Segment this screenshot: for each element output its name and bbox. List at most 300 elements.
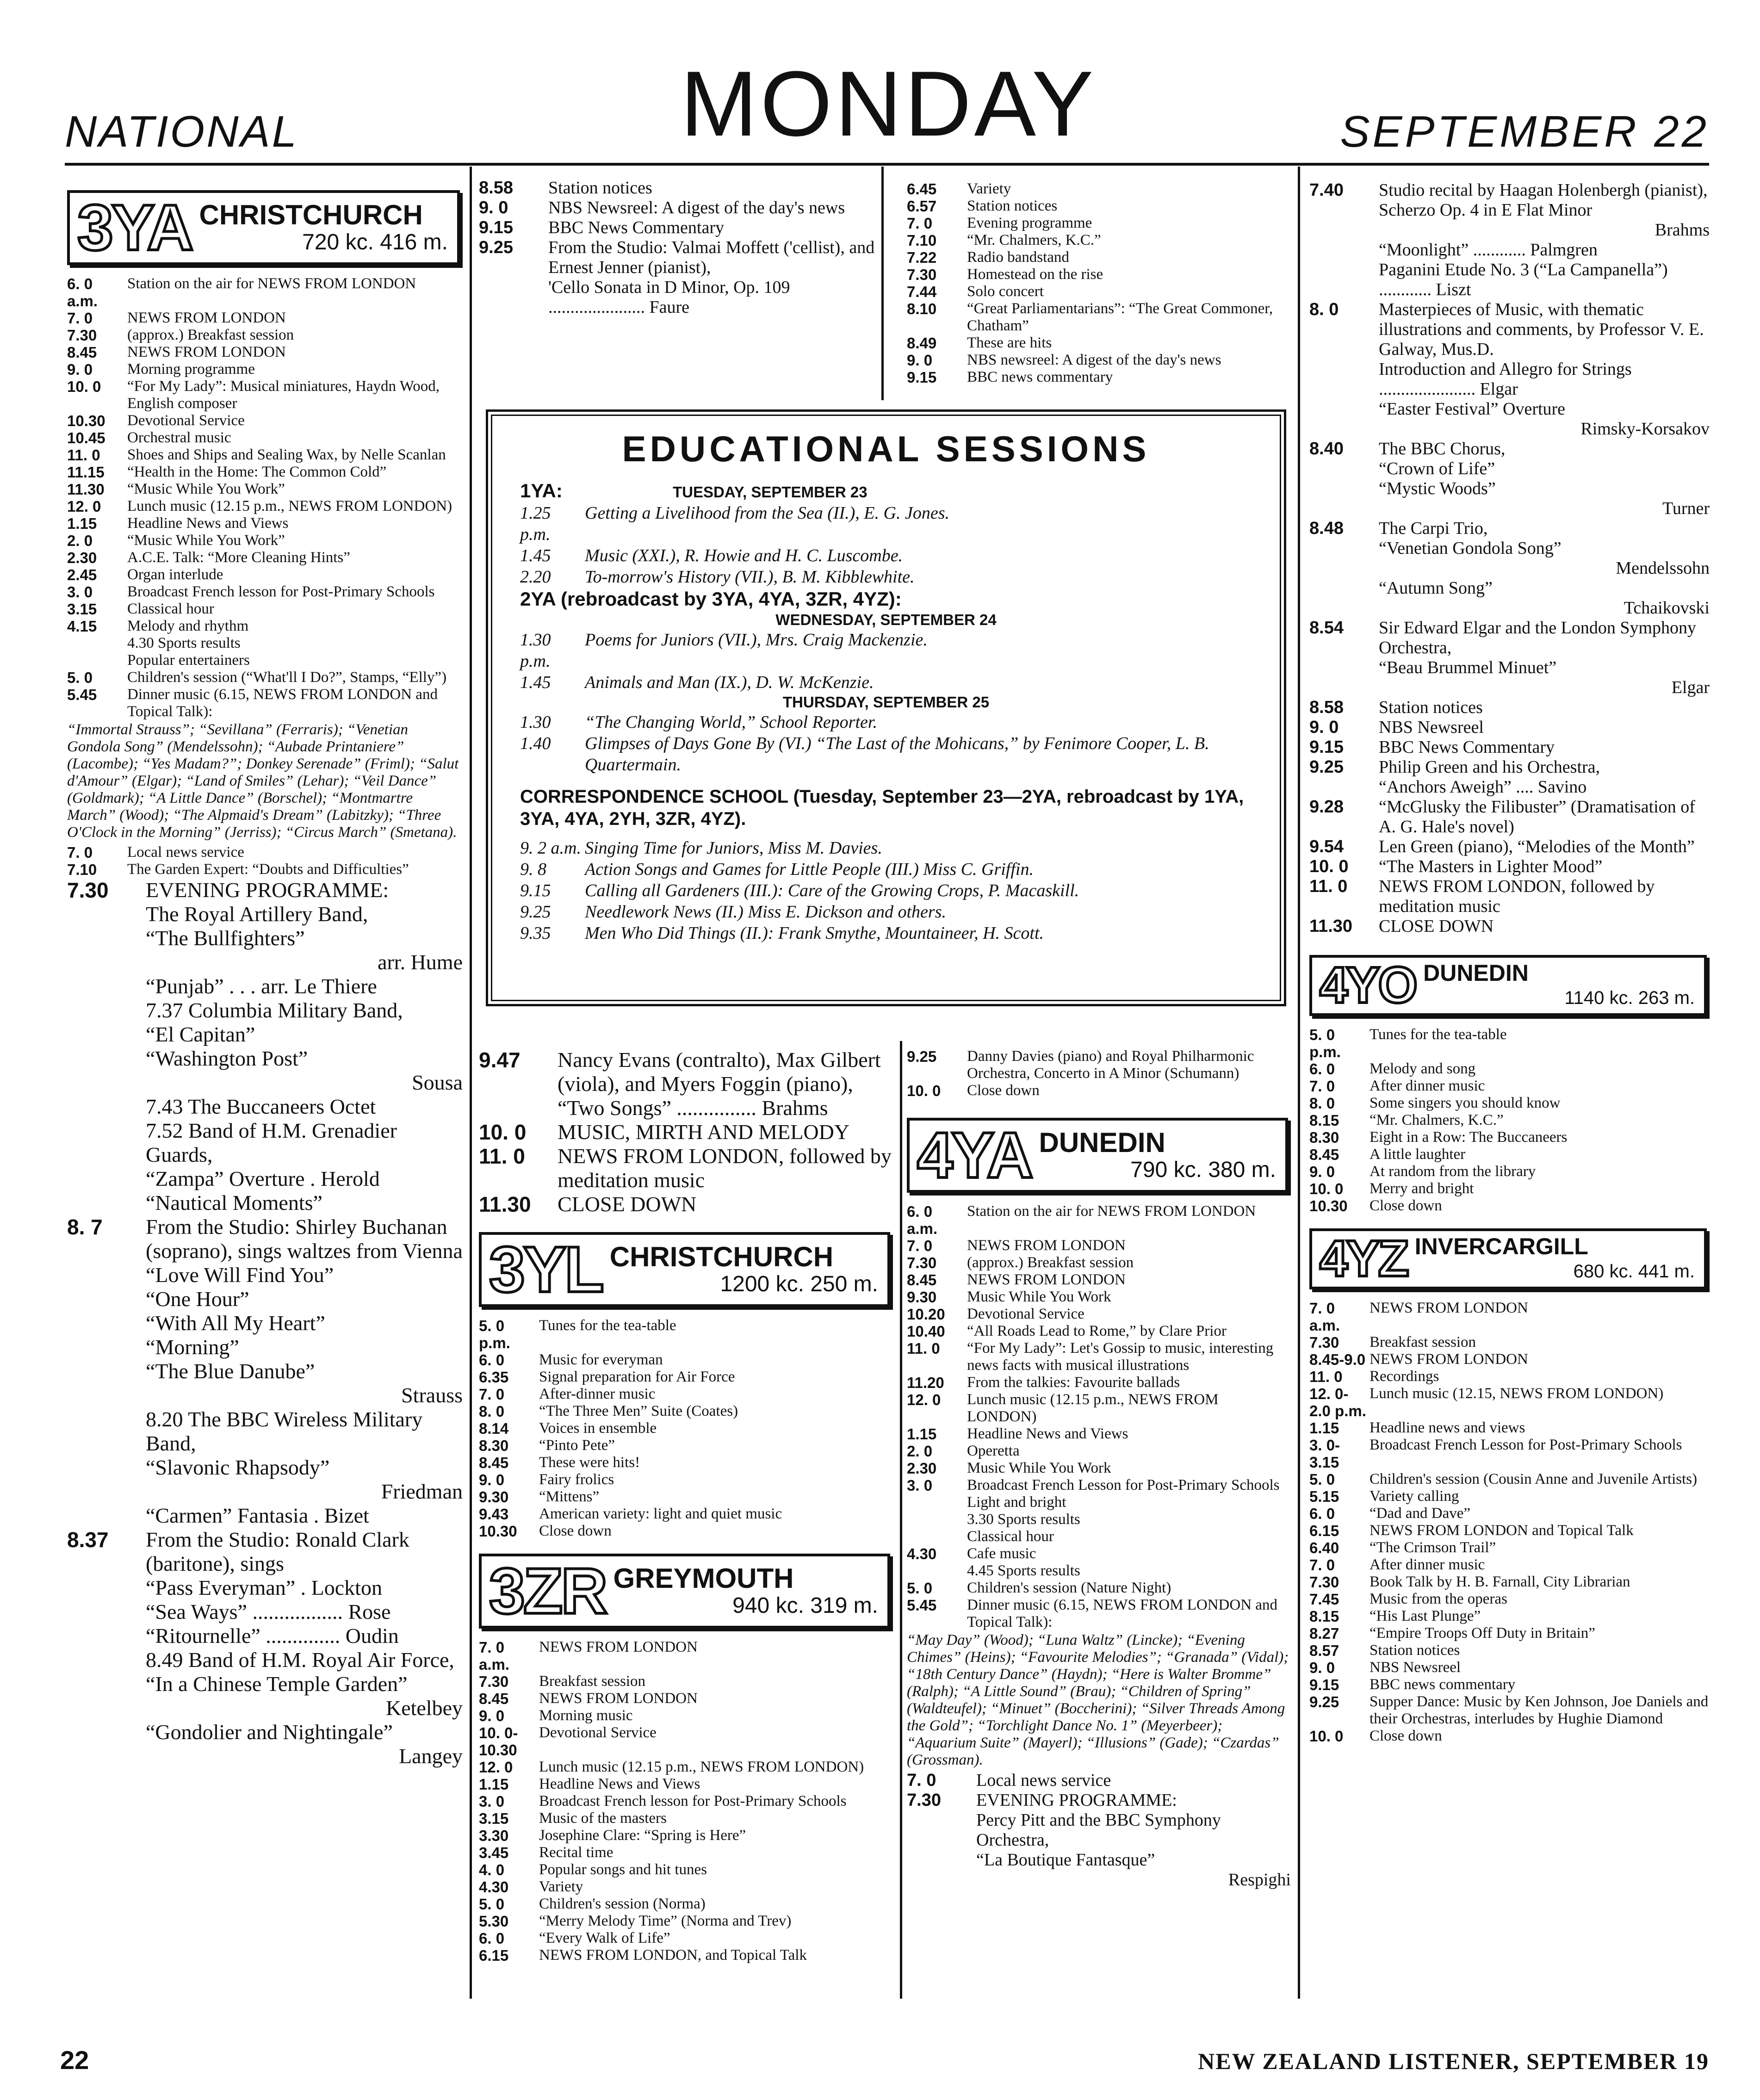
schedule-time: 8.30: [479, 1437, 509, 1454]
schedule-entry: [479, 1759, 893, 1776]
schedule-time: 5.45: [67, 686, 97, 703]
schedule-entry: [67, 1095, 463, 1119]
schedule-entry: [1309, 359, 1710, 399]
schedule-entry: [479, 1454, 893, 1471]
schedule-entry: [67, 1504, 463, 1528]
composer-credit: Turner: [1662, 499, 1710, 518]
schedule-time: 7. 0 a.m.: [479, 1639, 510, 1673]
edu-day: TUESDAY, SEPTEMBER 23: [673, 483, 868, 501]
schedule-time: 3. 0: [907, 1477, 933, 1494]
schedule-program: “El Capitan”: [146, 1022, 255, 1046]
schedule-time: 3. 0: [479, 1793, 505, 1810]
schedule-entry: [479, 1120, 893, 1144]
schedule-time: 11.30: [1309, 917, 1352, 936]
schedule-time: 7. 0: [907, 1771, 936, 1790]
schedule-program: Station notices: [548, 178, 652, 198]
schedule-entry: [67, 1287, 463, 1311]
schedule-time: 10.30: [1309, 1197, 1348, 1214]
schedule-entry: [67, 635, 463, 652]
schedule-program: Music of the masters: [539, 1810, 667, 1827]
schedule-program: “Pass Everyman” . Lockton: [146, 1576, 382, 1599]
schedule-list: [1309, 180, 1710, 936]
station-box-3zr: [479, 1554, 890, 1629]
schedule-entry: [907, 1494, 1291, 1511]
schedule-entry: [907, 1443, 1291, 1460]
schedule-program: Dinner music (6.15, NEWS FROM LONDON and Topical Talk):: [967, 1597, 1277, 1630]
schedule-program: After-dinner music: [539, 1386, 656, 1402]
schedule-program: Sir Edward Elgar and the London Symphony Orchestra,: [1379, 618, 1697, 657]
schedule-program: Recital time: [539, 1844, 614, 1861]
schedule-program: Some singers you should know: [1370, 1095, 1561, 1111]
schedule-time: 8.45: [67, 344, 97, 361]
schedule-program: “Morning”: [146, 1335, 239, 1359]
schedule-program: “Crown of Life”: [1379, 459, 1495, 478]
column-rule-1: [470, 167, 472, 1999]
schedule-program: 'Cello Sonata in D Minor, Op. 109 ...................... Faure: [548, 278, 790, 317]
schedule-time: 6.35: [479, 1369, 509, 1386]
schedule-entry: [67, 310, 463, 327]
schedule-entry: [479, 1488, 893, 1505]
schedule-entry: [67, 1407, 463, 1456]
schedule-entry: [907, 1082, 1291, 1099]
edu-entry: [520, 733, 1252, 775]
schedule-program: “Carmen” Fantasia . Bizet: [146, 1504, 369, 1527]
schedule-program: The Garden Expert: “Doubts and Difficulties”: [127, 861, 409, 878]
schedule-program: NBS newsreel: A digest of the day's news: [967, 352, 1221, 368]
schedule-entry: [479, 1639, 893, 1673]
schedule-time: 7. 0: [1309, 1078, 1335, 1095]
schedule-time: 1.15: [1309, 1419, 1339, 1437]
schedule-entry: [1309, 1608, 1710, 1625]
edu-topic: Glimpses of Days Gone By (VI.) “The Last of the Mohicans,” by Fenimore Cooper, L. B. Quartermain.: [585, 734, 1209, 774]
schedule-time: 9.25: [479, 238, 513, 257]
schedule-program: Light and bright: [967, 1494, 1066, 1511]
schedule-program: Cafe music: [967, 1545, 1036, 1562]
schedule-time: 9. 0: [479, 1471, 505, 1488]
schedule-program: “With All My Heart”: [146, 1311, 325, 1335]
schedule-program: CLOSE DOWN: [1379, 917, 1494, 936]
schedule-time: 7. 0: [67, 844, 93, 861]
schedule-entry: [67, 1720, 463, 1744]
page-number: 22: [60, 2045, 89, 2075]
schedule-entry: [907, 249, 1291, 266]
schedule-entry: [67, 1456, 463, 1480]
schedule-program: Popular entertainers: [127, 652, 250, 669]
schedule-entry: [1309, 399, 1710, 419]
schedule-program: NEWS FROM LONDON, followed by meditation music: [558, 1144, 892, 1192]
schedule-entry: [1309, 1488, 1710, 1505]
composer-credit: Rimsky-Korsakov: [1580, 419, 1710, 439]
station-box-3yl: [479, 1232, 890, 1307]
schedule-program: “Punjab” . . . arr. Le Thiere: [146, 974, 377, 998]
schedule-time: 7.30: [479, 1673, 509, 1690]
schedule-program: Close down: [1370, 1197, 1442, 1214]
schedule-entry: [907, 266, 1291, 283]
schedule-entry: [907, 1460, 1291, 1477]
schedule-entry: [67, 998, 463, 1022]
schedule-entry: [907, 335, 1291, 352]
schedule-entry: [67, 361, 463, 378]
schedule-program: Signal preparation for Air Force: [539, 1369, 735, 1385]
schedule-time: 6.40: [1309, 1539, 1339, 1556]
schedule-entry: [907, 1528, 1291, 1545]
schedule-time: 9. 0: [1309, 718, 1339, 737]
edu-time: 9. 8: [520, 860, 546, 879]
edu-topic: Needlework News (II.) Miss E. Dickson and others.: [585, 902, 946, 922]
station-call-sign: 4YZ: [1320, 1230, 1407, 1287]
schedule-program: Danny Davies (piano) and Royal Philharmonic Orchestra, Concerto in A Minor (Schumann): [967, 1048, 1254, 1082]
schedule-program: Paganini Etude No. 3 (“La Campanella”) ............ Liszt: [1379, 260, 1668, 299]
schedule-time: [907, 1850, 976, 1870]
schedule-program: Homestead on the rise: [967, 266, 1103, 283]
schedule-time: 8. 0: [479, 1403, 505, 1420]
schedule-time: 8.49: [907, 335, 937, 352]
schedule-program: These were hits!: [539, 1454, 640, 1471]
schedule-entry: [907, 1597, 1291, 1631]
composer-credit: Mendelssohn: [1616, 558, 1710, 578]
schedule-time: 9. 0: [1309, 1163, 1335, 1180]
schedule-time: 5. 0 p.m.: [479, 1317, 510, 1351]
schedule-entry: [1309, 578, 1710, 598]
schedule-entry: [67, 861, 463, 878]
column-3yl-3zr: [479, 1048, 893, 2001]
schedule-time: [67, 1047, 146, 1071]
schedule-program: Scherzo Op. 4 in E Flat Minor: [1379, 200, 1593, 220]
schedule-list: [67, 275, 463, 720]
schedule-time: [67, 1359, 146, 1383]
edu-topic: Getting a Livelihood from the Sea (II.), E. G. Jones.: [585, 503, 949, 523]
schedule-entry: [67, 902, 463, 926]
schedule-program: “Slavonic Rhapsody”: [146, 1456, 330, 1479]
schedule-time: 8.15: [1309, 1112, 1339, 1129]
schedule-time: 5.15: [1309, 1488, 1339, 1505]
composer-credit: arr. Hume: [378, 950, 463, 974]
schedule-time: 10. 0: [1309, 1180, 1344, 1197]
schedule-time: 7.30: [907, 266, 937, 283]
schedule-program: NEWS FROM LONDON, and Topical Talk: [539, 1947, 807, 1964]
schedule-time: 8.37: [67, 1528, 109, 1552]
schedule-program: “For My Lady”: Musical miniatures, Haydn Wood, English composer: [127, 378, 440, 412]
schedule-program: 4.30 Sports results: [127, 635, 241, 651]
column-3ya: [67, 187, 463, 2019]
station-frequency: 1140 kc. 263 m.: [1564, 988, 1695, 1008]
schedule-time: [67, 1456, 146, 1480]
evening-programme: [67, 878, 463, 1768]
schedule-entry: [479, 1947, 893, 1964]
schedule-program: Supper Dance: Music by Ken Johnson, Joe Daniels and their Orchestras, interludes by Hughie Diamond: [1370, 1693, 1709, 1727]
evening-programme: [907, 1771, 1291, 1890]
schedule-time: 6. 0 a.m.: [907, 1203, 938, 1237]
schedule-program: Station notices: [1370, 1642, 1460, 1659]
schedule-program: “Every Walk of Life”: [539, 1930, 670, 1946]
schedule-entry: [67, 344, 463, 361]
schedule-time: 5. 0: [479, 1896, 505, 1913]
schedule-program: “Easter Festival” Overture: [1379, 399, 1566, 419]
station-frequency: 720 kc. 416 m.: [302, 230, 448, 254]
schedule-time: 12. 0: [907, 1391, 941, 1408]
station-frequency: 680 kc. 441 m.: [1573, 1261, 1695, 1282]
schedule-entry: [1309, 180, 1710, 200]
station-call-sign: 3YL: [489, 1233, 602, 1306]
schedule-entry: [479, 1776, 893, 1793]
station-call-sign: 4YO: [1320, 957, 1416, 1014]
schedule-entry: [67, 275, 463, 310]
schedule-time: 2.30: [67, 549, 97, 566]
schedule-time: 6. 0: [479, 1351, 505, 1369]
schedule-program: Broadcast French lesson for Post-Primary Schools: [539, 1793, 847, 1809]
schedule-program: Solo concert: [967, 283, 1044, 300]
schedule-entry: [479, 1386, 893, 1403]
schedule-list: [479, 1048, 893, 1216]
schedule-program: Broadcast French Lesson for Post-Primary Schools: [967, 1477, 1280, 1493]
schedule-program: “The Bullfighters”: [146, 926, 305, 950]
schedule-entry: [1309, 1505, 1710, 1522]
edu-list: [520, 837, 1252, 944]
schedule-time: 8.30: [1309, 1129, 1339, 1146]
schedule-time: [67, 1600, 146, 1624]
schedule-time: [907, 1562, 967, 1580]
schedule-entry: [479, 1369, 893, 1386]
schedule-entry: [67, 1022, 463, 1047]
edu-time: 1.45: [520, 546, 551, 565]
schedule-entry: [67, 974, 463, 998]
dinner-music-list: “May Day” (Wood); “Luna Waltz” (Lincke); “Evening Chimes” (Heins); “Favourite Melodies”; “Granada” (Vidal); “18th Century Dance” (Haydn); “Here is Walter Bromme” (Ralph); “A Little Sound” (Brau); “Children of Spring” (Waldteufel); “Minuet” (Boccherini); “Silver Threads Among the Gold”; “Torchlight Dance No. 1” (Meyerbeer); “Aquarium Suite” (Mayerl); “Illusions” (Gade); “Czardas” (Grossman).: [907, 1632, 1289, 1768]
schedule-entry: [907, 1790, 1291, 1810]
schedule-time: 9.15: [907, 369, 937, 386]
column-rule-2a: [881, 167, 884, 400]
schedule-program: “The Masters in Lighter Mood”: [1379, 857, 1603, 876]
schedule-time: 6. 0: [479, 1930, 505, 1947]
schedule-entry: [67, 429, 463, 446]
schedule-program: Merry and bright: [1370, 1180, 1474, 1197]
schedule-program: NBS Newsreel: [1370, 1659, 1461, 1676]
schedule-time: 7.40: [1309, 180, 1344, 200]
schedule-program: Lunch music (12.15, NEWS FROM LONDON): [1370, 1385, 1664, 1402]
schedule-time: 4.15: [67, 618, 97, 635]
schedule-time: 7. 0: [67, 310, 93, 327]
edu-station: 1YA:: [520, 480, 563, 502]
schedule-program: “Mr. Chalmers, K.C.”: [1370, 1112, 1504, 1128]
composer-credit: Strauss: [401, 1383, 463, 1407]
edu-list: [520, 502, 1252, 588]
schedule-entry: [907, 1271, 1291, 1288]
schedule-entry: [479, 1437, 893, 1454]
schedule-entry: [67, 1576, 463, 1600]
schedule-program: (approx.) Breakfast session: [967, 1254, 1134, 1271]
schedule-program: “Merry Melody Time” (Norma and Trev): [539, 1913, 792, 1929]
schedule-program: From the Studio: Ronald Clark (baritone), sings: [146, 1528, 409, 1575]
schedule-entry: [67, 1311, 463, 1335]
station-box-4ya: [907, 1118, 1288, 1193]
edu-entry: [520, 712, 1252, 733]
schedule-entry: [1309, 1676, 1710, 1693]
schedule-entry: [907, 1545, 1291, 1562]
schedule-entry: [1309, 1539, 1710, 1556]
schedule-list: [907, 180, 1291, 386]
schedule-time: [67, 1191, 146, 1215]
educational-sessions-box: [486, 409, 1286, 1006]
schedule-time: 11.30: [479, 1192, 531, 1216]
schedule-program: “Music While You Work”: [127, 481, 285, 497]
schedule-entry: [479, 238, 877, 278]
schedule-entry: [67, 515, 463, 532]
schedule-entry: [1309, 1368, 1710, 1385]
schedule-program: Studio recital by Haagan Holenbergh (pianist),: [1379, 180, 1708, 200]
schedule-entry: [67, 481, 463, 498]
station-box-3ya: [67, 190, 460, 265]
schedule-entry: [1309, 1385, 1710, 1419]
schedule-program: Breakfast session: [539, 1673, 646, 1690]
schedule-entry: [907, 1425, 1291, 1443]
schedule-program: Music for everyman: [539, 1351, 663, 1368]
schedule-entry: [1309, 1163, 1710, 1180]
schedule-time: 8.45-9.0: [1309, 1351, 1366, 1368]
schedule-entry: [1309, 459, 1710, 479]
schedule-entry: [67, 1359, 463, 1383]
schedule-program: The BBC Chorus,: [1379, 439, 1506, 458]
schedule-entry: [1309, 1437, 1710, 1471]
schedule-program: “McGlusky the Filibuster” (Dramatisation of A. G. Hale's novel): [1379, 797, 1695, 836]
schedule-entry: [907, 1203, 1291, 1237]
edu-entry: [520, 545, 1252, 566]
schedule-program: “Moonlight” ............ Palmgren: [1379, 240, 1598, 260]
schedule-program: “The Three Men” Suite (Coates): [539, 1403, 738, 1419]
schedule-entry: [1309, 857, 1710, 877]
schedule-program: A little laughter: [1370, 1146, 1466, 1163]
schedule-entry: [907, 215, 1291, 232]
schedule-program: A.C.E. Talk: “More Cleaning Hints”: [127, 549, 350, 566]
schedule-entry: [1309, 1419, 1710, 1437]
edu-time: 1.30 p.m.: [520, 630, 551, 671]
schedule-program: Close down: [539, 1523, 612, 1539]
edu-day: THURSDAY, SEPTEMBER 25: [782, 694, 990, 711]
schedule-program: NEWS FROM LONDON: [539, 1690, 698, 1707]
schedule-time: [67, 1576, 146, 1600]
schedule-time: [67, 1672, 146, 1696]
schedule-time: 4. 0: [479, 1861, 505, 1878]
schedule-entry: [1309, 1026, 1710, 1060]
schedule-list: [1309, 1300, 1710, 1745]
schedule-time: 8.27: [1309, 1625, 1339, 1642]
schedule-entry: [1309, 1659, 1710, 1676]
schedule-entry: [67, 652, 463, 669]
edu-topic: Poems for Juniors (VII.), Mrs. Craig Mackenzie.: [585, 630, 928, 650]
schedule-time: [479, 1096, 558, 1120]
schedule-entry: [67, 446, 463, 464]
column-rule-3: [1298, 167, 1300, 1999]
schedule-time: 4.30: [907, 1545, 937, 1562]
schedule-program: Tunes for the tea-table: [1370, 1026, 1507, 1043]
schedule-program: “Venetian Gondola Song”: [1379, 539, 1562, 558]
schedule-program: Shoes and Ships and Sealing Wax, by Nelle Scanlan: [127, 446, 446, 463]
schedule-time: [907, 1511, 967, 1528]
schedule-time: 9.25: [1309, 1693, 1339, 1710]
schedule-program: Book Talk by H. B. Farnall, City Librarian: [1370, 1573, 1630, 1590]
schedule-time: [1309, 578, 1379, 598]
edu-time: 9. 2 a.m.: [520, 838, 581, 858]
schedule-entry: [67, 1191, 463, 1215]
schedule-entry: [1309, 1197, 1710, 1214]
schedule-time: 7.10: [907, 232, 937, 249]
schedule-program: NEWS FROM LONDON: [967, 1237, 1126, 1254]
station-city: CHRISTCHURCH: [609, 1241, 834, 1272]
edu-topic: Calling all Gardeners (III.): Care of the Growing Crops, P. Macaskill.: [585, 881, 1079, 900]
schedule-entry: [1309, 1693, 1710, 1728]
schedule-entry: [907, 300, 1291, 335]
schedule-entry: [1309, 1300, 1710, 1334]
schedule-entry: [479, 1523, 893, 1540]
schedule-time: 9. 0: [479, 1707, 505, 1724]
station-call-sign: 3YA: [77, 191, 192, 264]
edu-list: [520, 712, 1252, 775]
schedule-time: 7.30: [1309, 1334, 1339, 1351]
composer-credit: Ketelbey: [385, 1696, 463, 1720]
schedule-entry: [479, 1317, 893, 1351]
schedule-list: [907, 1048, 1291, 1099]
station-city: GREYMOUTH: [613, 1563, 794, 1594]
schedule-time: 3.45: [479, 1844, 509, 1861]
edu-time: 9.25: [520, 902, 551, 922]
schedule-time: 9. 0: [1309, 1659, 1335, 1676]
edu-time: 9.35: [520, 923, 551, 943]
schedule-time: [67, 1335, 146, 1359]
schedule-program: “La Boutique Fantasque”: [976, 1850, 1155, 1870]
schedule-time: 9.43: [479, 1505, 509, 1523]
schedule-entry: [479, 1048, 893, 1096]
schedule-time: 12. 0: [67, 498, 101, 515]
schedule-time: [1309, 459, 1379, 479]
edu-entry: [520, 901, 1252, 923]
column-3ya-continued: [479, 178, 877, 400]
schedule-time: 10. 0: [1309, 1728, 1344, 1745]
schedule-entry: [907, 1288, 1291, 1306]
schedule-entry: [907, 1237, 1291, 1254]
schedule-time: 6. 0 a.m.: [67, 275, 98, 310]
edu-time: 2.20: [520, 567, 551, 587]
schedule-entry: [1309, 260, 1710, 300]
schedule-entry: [907, 1580, 1291, 1597]
schedule-program: These are hits: [967, 335, 1052, 351]
schedule-program: (approx.) Breakfast session: [127, 327, 294, 343]
schedule-program: Broadcast French lesson for Post-Primary Schools: [127, 583, 435, 600]
schedule-time: 10.30: [479, 1523, 517, 1540]
schedule-program: 3.30 Sports results: [967, 1511, 1080, 1528]
schedule-program: Philip Green and his Orchestra,: [1379, 757, 1600, 777]
schedule-entry: [907, 1254, 1291, 1271]
schedule-program: Fairy frolics: [539, 1471, 614, 1488]
schedule-program: NEWS FROM LONDON, followed by meditation music: [1379, 877, 1655, 916]
schedule-program: 8.49 Band of H.M. Royal Air Force,: [146, 1648, 454, 1672]
schedule-program: Headline News and Views: [539, 1776, 700, 1792]
schedule-entry: [479, 1896, 893, 1913]
schedule-entry: [67, 378, 463, 412]
schedule-program: Classical hour: [127, 601, 214, 617]
schedule-entry: [479, 1827, 893, 1844]
schedule-program: “Beau Brummel Minuet”: [1379, 658, 1557, 677]
schedule-program: Variety: [967, 180, 1011, 197]
schedule-program: Eight in a Row: The Buccaneers: [1370, 1129, 1568, 1146]
schedule-entry: [1309, 1728, 1710, 1745]
schedule-list: [907, 1203, 1291, 1631]
composer-credit: Sousa: [412, 1071, 463, 1094]
station-city: DUNEDIN: [1039, 1127, 1165, 1158]
schedule-entry: [1309, 1642, 1710, 1659]
column-4yo-4yz: [1309, 180, 1710, 2003]
schedule-entry: [67, 601, 463, 618]
schedule-program: Station on the air for NEWS FROM LONDON: [967, 1203, 1256, 1220]
schedule-program: After dinner music: [1370, 1078, 1485, 1094]
column-3yl-continued: [907, 180, 1291, 403]
